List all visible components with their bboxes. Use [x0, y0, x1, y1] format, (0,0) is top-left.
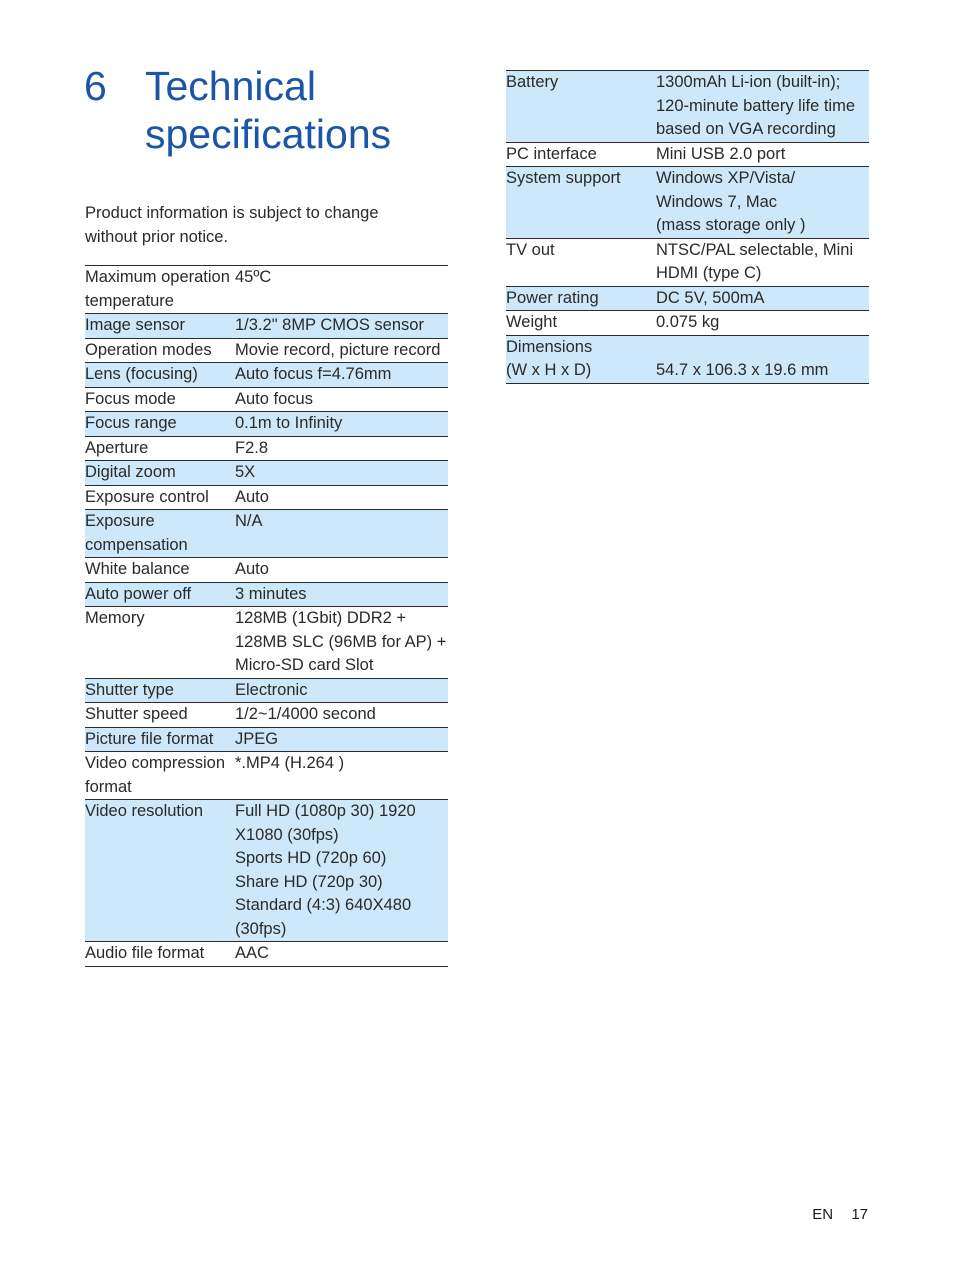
- spec-label: Digital zoom: [85, 461, 235, 486]
- spec-row: [85, 678, 448, 703]
- spec-row: [85, 752, 448, 800]
- spec-row: [85, 607, 448, 679]
- spec-row: [506, 71, 869, 143]
- spec-value: Movie record, picture record: [235, 338, 448, 363]
- spec-label: Operation modes: [85, 338, 235, 363]
- spec-table-left: [85, 265, 448, 967]
- spec-label: Picture file format: [85, 727, 235, 752]
- spec-value: N/A: [235, 510, 448, 558]
- spec-label: Video compression format: [85, 752, 235, 800]
- spec-value: Auto focus: [235, 387, 448, 412]
- spec-row: [506, 335, 869, 383]
- spec-value: F2.8: [235, 436, 448, 461]
- spec-row: [506, 311, 869, 336]
- spec-row: [85, 510, 448, 558]
- spec-row: [85, 727, 448, 752]
- spec-row: [85, 582, 448, 607]
- spec-value: Electronic: [235, 678, 448, 703]
- spec-value: AAC: [235, 942, 448, 967]
- spec-row: [85, 363, 448, 388]
- spec-value: Mini USB 2.0 port: [656, 142, 869, 167]
- spec-row: [506, 167, 869, 239]
- spec-label: Power rating: [506, 286, 656, 311]
- spec-value: Auto: [235, 558, 448, 583]
- page-number: 17: [851, 1206, 868, 1223]
- spec-label: Exposure control: [85, 485, 235, 510]
- spec-table-right: [506, 70, 869, 384]
- spec-row: [85, 703, 448, 728]
- spec-row: [85, 558, 448, 583]
- spec-row: [506, 142, 869, 167]
- spec-label: Focus range: [85, 412, 235, 437]
- spec-value: 1300mAh Li-ion (built-in); 120-minute battery life time based on VGA recording: [656, 71, 869, 143]
- spec-label: System support: [506, 167, 656, 239]
- spec-value: Full HD (1080p 30) 1920 X1080 (30fps) Sports HD (720p 60) Share HD (720p 30) Standard (4:3) 640X480 (30fps): [235, 800, 448, 942]
- spec-value: *.MP4 (H.264 ): [235, 752, 448, 800]
- spec-label: White balance: [85, 558, 235, 583]
- spec-value: 1/2~1/4000 second: [235, 703, 448, 728]
- spec-label: Weight: [506, 311, 656, 336]
- spec-value: 3 minutes: [235, 582, 448, 607]
- spec-label: Dimensions (W x H x D): [506, 335, 656, 383]
- spec-row: [85, 436, 448, 461]
- spec-label: Shutter speed: [85, 703, 235, 728]
- language-code: EN: [812, 1206, 834, 1223]
- spec-value: 45ºC: [235, 266, 448, 314]
- spec-label: Aperture: [85, 436, 235, 461]
- spec-label: Audio file format: [85, 942, 235, 967]
- intro-note: Product information is subject to change without prior notice.: [85, 204, 379, 246]
- spec-value: JPEG: [235, 727, 448, 752]
- spec-row: [506, 286, 869, 311]
- spec-label: PC interface: [506, 142, 656, 167]
- spec-label: Video resolution: [85, 800, 235, 942]
- spec-value: DC 5V, 500mA: [656, 286, 869, 311]
- page-footer: [812, 1206, 868, 1223]
- spec-value: Auto focus f=4.76mm: [235, 363, 448, 388]
- spec-label: Maximum operation temperature: [85, 266, 235, 314]
- spec-row: [85, 461, 448, 486]
- spec-value: 128MB (1Gbit) DDR2 + 128MB SLC (96MB for AP) + Micro-SD card Slot: [235, 607, 448, 679]
- spec-row: [85, 387, 448, 412]
- spec-label: Memory: [85, 607, 235, 679]
- spec-label: Lens (focusing): [85, 363, 235, 388]
- spec-label: Auto power off: [85, 582, 235, 607]
- spec-row: [85, 942, 448, 967]
- spec-label: Shutter type: [85, 678, 235, 703]
- spec-value: 0.1m to Infinity: [235, 412, 448, 437]
- spec-row: [506, 238, 869, 286]
- spec-row: [85, 800, 448, 942]
- spec-value: NTSC/PAL selectable, Mini HDMI (type C): [656, 238, 869, 286]
- spec-label: Battery: [506, 71, 656, 143]
- spec-value: 1/3.2" 8MP CMOS sensor: [235, 314, 448, 339]
- spec-row: [85, 485, 448, 510]
- spec-label: Image sensor: [85, 314, 235, 339]
- spec-value: 5X: [235, 461, 448, 486]
- spec-label: Focus mode: [85, 387, 235, 412]
- spec-row: [85, 338, 448, 363]
- spec-value: Auto: [235, 485, 448, 510]
- spec-row: [85, 266, 448, 314]
- spec-row: [85, 412, 448, 437]
- spec-value: Windows XP/Vista/ Windows 7, Mac (mass storage only ): [656, 167, 869, 239]
- spec-value: 54.7 x 106.3 x 19.6 mm: [656, 335, 869, 383]
- chapter-number: 6: [84, 63, 107, 109]
- spec-label: Exposure compensation: [85, 510, 235, 558]
- spec-label: TV out: [506, 238, 656, 286]
- spec-value: 0.075 kg: [656, 311, 869, 336]
- chapter-title: Technical specifications: [145, 63, 392, 157]
- spec-row: [85, 314, 448, 339]
